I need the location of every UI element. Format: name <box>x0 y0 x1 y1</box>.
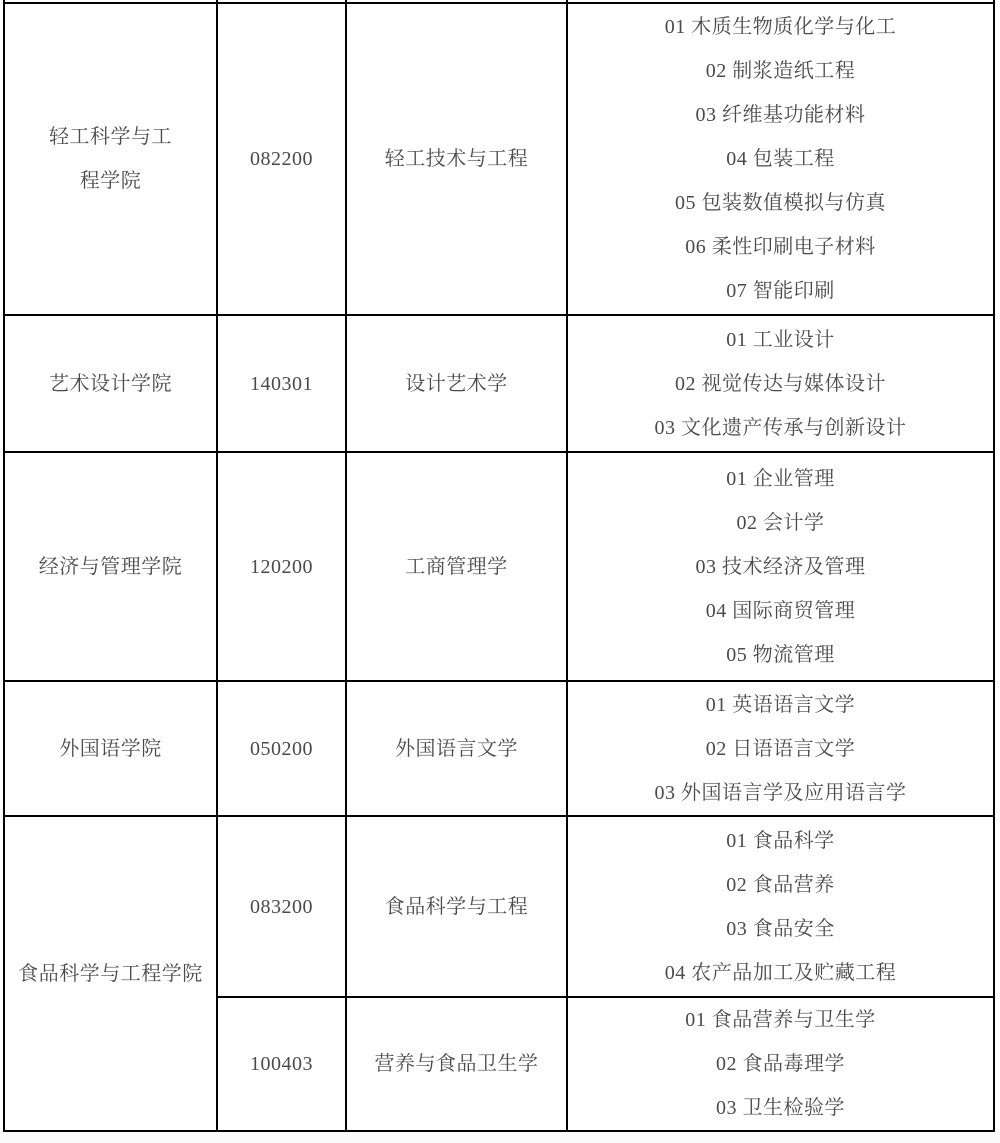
direction-item: 02 日语语言文学 <box>705 737 856 760</box>
college-cell <box>4 816 217 1131</box>
direction-item: 01 食品营养与卫生学 <box>685 1009 876 1031</box>
major-cell <box>346 452 567 681</box>
program-code: 140301 <box>250 372 313 395</box>
program-code-cell <box>217 315 346 452</box>
program-code-cell <box>217 816 346 997</box>
admissions-table-body <box>4 0 994 1131</box>
directions-cell <box>567 315 994 452</box>
major-cell <box>346 681 567 816</box>
program-code: 082200 <box>250 148 313 170</box>
direction-item: 02 食品营养 <box>726 873 835 896</box>
direction-item: 01 食品科学 <box>726 829 835 852</box>
college-name-line: 外国语学院 <box>59 737 162 760</box>
college-name-line: 经济与管理学院 <box>38 555 183 578</box>
table-row <box>4 816 994 997</box>
direction-item: 07 智能印刷 <box>726 280 835 302</box>
major-name: 营养与食品卫生学 <box>374 1053 539 1075</box>
direction-item: 03 卫生检验学 <box>716 1097 845 1119</box>
directions-cell <box>567 3 994 315</box>
direction-item: 06 柔性印刷电子材料 <box>685 236 876 258</box>
program-code: 120200 <box>250 555 313 578</box>
major-cell <box>346 3 567 315</box>
major-name: 轻工技术与工程 <box>384 148 529 170</box>
direction-item: 02 会计学 <box>736 511 825 534</box>
page-bottom-strip <box>0 1132 1000 1143</box>
college-cell <box>4 681 217 816</box>
directions-cell <box>567 997 994 1131</box>
college-cell <box>4 452 217 681</box>
major-cell <box>346 816 567 997</box>
college-name-line: 艺术设计学院 <box>49 372 172 395</box>
program-code-cell <box>217 681 346 816</box>
direction-item: 02 制浆造纸工程 <box>705 60 856 82</box>
directions-cell <box>567 681 994 816</box>
direction-item: 05 包装数值模拟与仿真 <box>675 192 886 214</box>
college-name-line: 食品科学与工程学院 <box>18 962 203 985</box>
direction-item: 03 外国语言学及应用语言学 <box>654 781 907 804</box>
table-row <box>4 315 994 452</box>
table-row <box>4 681 994 816</box>
direction-item: 04 国际商贸管理 <box>705 599 856 622</box>
college-name-line: 轻工科学与工 <box>49 126 172 148</box>
program-code-cell <box>217 3 346 315</box>
direction-item: 02 食品毒理学 <box>716 1053 845 1075</box>
direction-item: 04 包装工程 <box>726 148 835 170</box>
direction-item: 02 视觉传达与媒体设计 <box>675 372 886 395</box>
direction-item: 01 企业管理 <box>726 467 835 490</box>
program-code: 083200 <box>250 895 313 918</box>
table-row <box>4 452 994 681</box>
major-name: 食品科学与工程 <box>384 895 529 918</box>
document-table-wrap <box>3 0 995 1132</box>
direction-item: 04 农产品加工及贮藏工程 <box>664 961 897 984</box>
direction-item: 03 文化遗产传承与创新设计 <box>654 416 907 439</box>
directions-cell <box>567 816 994 997</box>
table-row <box>4 3 994 315</box>
program-code: 050200 <box>250 737 313 760</box>
program-code-cell <box>217 452 346 681</box>
college-cell <box>4 3 217 315</box>
program-code-cell <box>217 997 346 1131</box>
major-name: 工商管理学 <box>405 555 508 578</box>
college-name-line: 程学院 <box>79 170 142 192</box>
directions-cell <box>567 452 994 681</box>
direction-item: 03 纤维基功能材料 <box>695 104 866 126</box>
major-name: 外国语言文学 <box>395 737 518 760</box>
admissions-table <box>3 0 995 1132</box>
program-code: 100403 <box>250 1053 313 1075</box>
major-cell <box>346 997 567 1131</box>
direction-item: 01 木质生物质化学与化工 <box>664 16 897 38</box>
direction-item: 01 工业设计 <box>726 328 835 351</box>
college-cell <box>4 315 217 452</box>
direction-item: 05 物流管理 <box>726 643 835 666</box>
direction-item: 01 英语语言文学 <box>705 693 856 716</box>
major-cell <box>346 315 567 452</box>
direction-item: 03 食品安全 <box>726 917 835 940</box>
direction-item: 03 技术经济及管理 <box>695 555 866 578</box>
major-name: 设计艺术学 <box>405 372 508 395</box>
